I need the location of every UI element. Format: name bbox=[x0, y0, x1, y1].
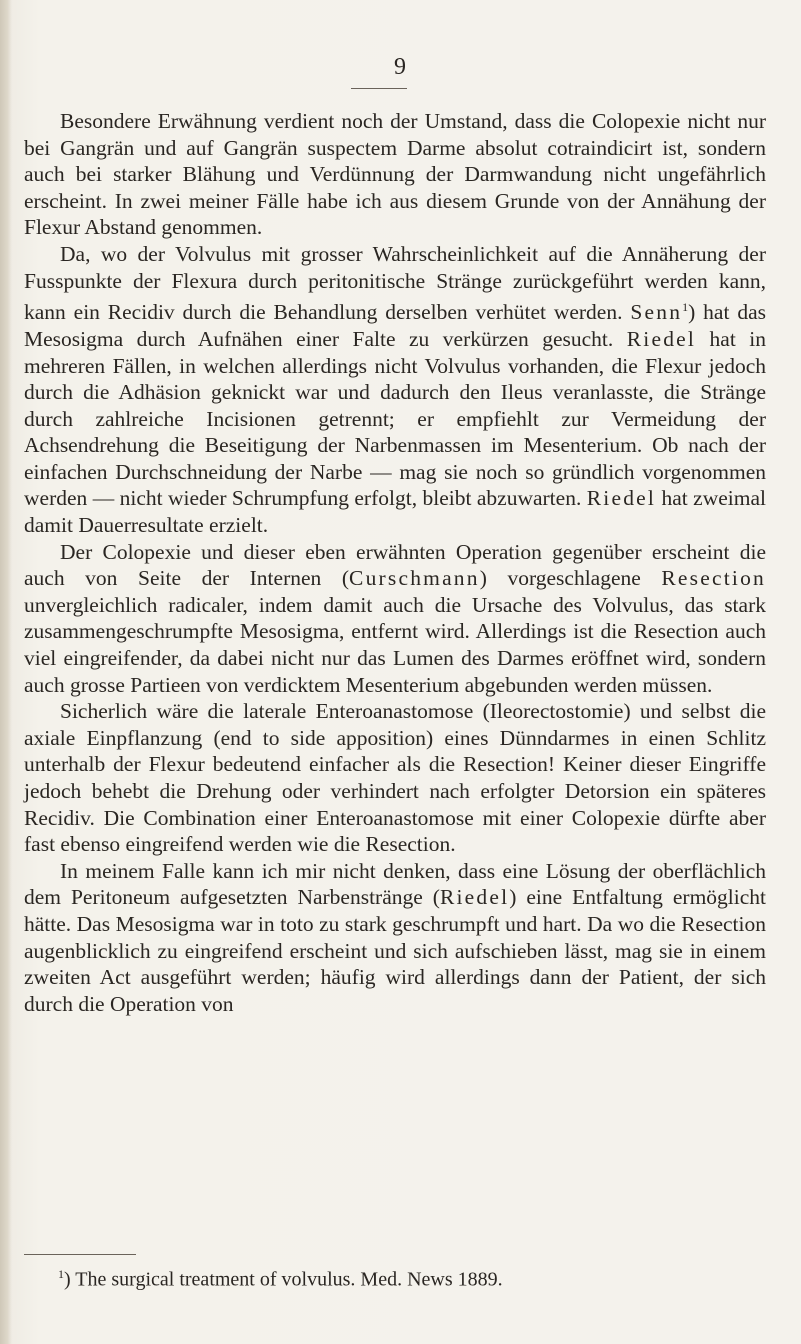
author-name-riedel: Riedel bbox=[626, 326, 697, 351]
footnote-mark: 1 bbox=[58, 1267, 64, 1281]
author-name-senn: Senn bbox=[630, 300, 683, 325]
text-segment: ) hat das Mesosigma durch Aufnähen einer Falte zu verkürzen gesucht. bbox=[24, 300, 766, 351]
text-segment: hat in mehreren Fällen, in welchen allerdings nicht Volvulus vorhanden, die Flexur jedoch durch die Adhäsion geknickt war und dadurch den Ileus veranlasste, die Stränge durch zahlreiche Incisionen getrennt; er empfiehlt zur Vermeidung der Achsendrehung die Beseitigung der Narbenmassen im Mesenterium. Ob nach der einfachen Durchschneidung der Narbe — mag sie noch so gründlich vorgenommen werden — nicht wieder Schrumpfung erfolgt, bleibt abzuwarten. bbox=[24, 326, 767, 511]
text-segment: Der Colopexie und dieser eben erwähnten Operation gegenüber erscheint die auch von Seite der Internen ( bbox=[24, 539, 766, 591]
header-rule bbox=[351, 88, 407, 89]
footnote-rule bbox=[24, 1254, 136, 1255]
page-gutter-shadow bbox=[0, 0, 12, 1344]
page-number: 9 bbox=[394, 54, 406, 80]
emphasis-resection: Resection bbox=[661, 566, 766, 591]
author-name-curschmann: Curschmann bbox=[349, 566, 480, 591]
paragraph-5 bbox=[24, 858, 766, 1018]
text-segment: In meinem Falle kann ich mir nicht denken, dass eine Lösung der oberflächlich dem Peritoneum aufgesetzten Narbenstränge ( bbox=[24, 858, 766, 910]
paragraph-2 bbox=[24, 241, 766, 539]
paragraph-1: Besondere Erwähnung verdient noch der Umstand, dass die Colopexie nicht nur bei Gangrän und auf Gangrän suspectem Darme absolut cotraindicirt ist, sondern auch bei starker Blähung und Verdünnung der Darmwandung nicht ungefährlich erscheint. In zwei meiner Fälle habe ich aus diesem Grunde von der Annähung der Flexur Abstand genommen. bbox=[24, 109, 766, 240]
text-segment: unvergleichlich radicaler, indem damit auch die Ursache des Volvulus, das stark zusammengeschrumpfte Mesosigma, entfernt wird. Allerdings ist die Resection auch viel eingreifender, da dabei nicht nur das Lumen des Darmes eröffnet wird, sondern auch grosse Partieen von verdicktem Mesenterium abgebunden werden müssen. bbox=[24, 592, 766, 697]
paragraph-3 bbox=[24, 539, 766, 699]
body-text bbox=[24, 108, 766, 1017]
text-segment: Da, wo der Volvulus mit grosser Wahrscheinlichkeit auf die Annäherung der Fusspunkte der Flexura durch peritonitische Stränge zurückgeführt werden kann, kann ein Recidiv durch die Behandlung derselben verhütet werden. bbox=[24, 241, 766, 325]
footnote-text: ) The surgical treatment of volvulus. Med. News 1889. bbox=[64, 1268, 503, 1291]
author-name-riedel: Riedel bbox=[586, 486, 657, 511]
paragraph-4: Sicherlich wäre die laterale Enteroanastomose (Ileorectostomie) und selbst die axiale Einpflanzung (end to side apposition) eines Dünndarmes in einen Schlitz unterhalb der Flexur bedeutend einfacher als die Resection! Keiner dieser Eingriffe jedoch behebt die Drehung oder verhindert nach erfolgter Detorsion ein späteres Recidiv. Die Combination einer Enteroanastomose mit einer Colopexie dürfte aber fast ebenso eingreifend werden wie die Resection. bbox=[24, 699, 766, 857]
footnote-reference: 1 bbox=[682, 300, 689, 315]
text-segment: hat zweimal damit Dauerresultate erzielt. bbox=[24, 486, 767, 538]
footnote bbox=[58, 1262, 758, 1292]
text-segment: ) vorgeschlagene bbox=[479, 566, 662, 591]
author-name-riedel: Riedel bbox=[439, 885, 510, 910]
text-segment: ) eine Entfaltung ermöglicht hätte. Das Mesosigma war in toto zu stark geschrumpft und hart. Da wo die Resection augenblicklich zu eingreifend erscheint und sich aufschieben lässt, mag sie in einem zweiten Act ausgeführt werden; häufig wird allerdings dann der Patient, der sich durch die Operation von bbox=[24, 885, 767, 1016]
